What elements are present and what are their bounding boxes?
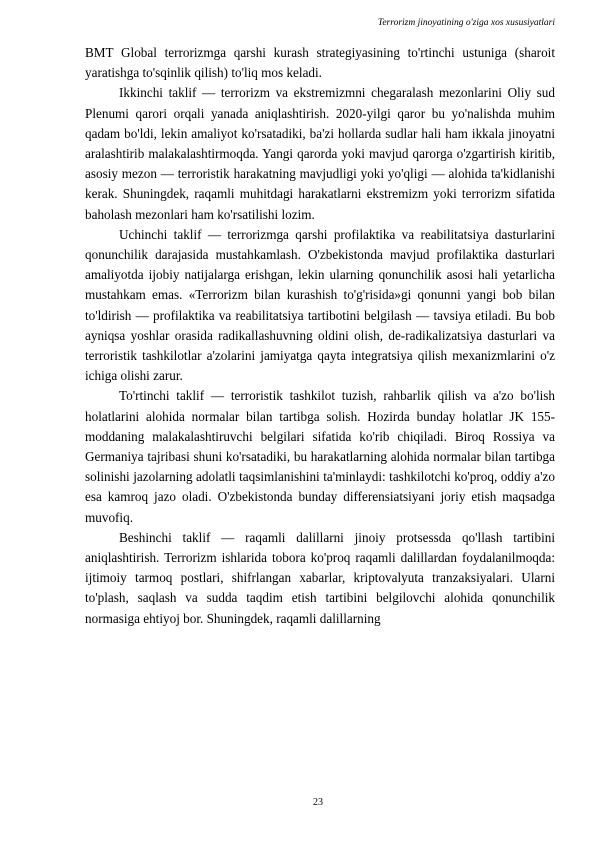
running-header: Terrorizm jinoyatining o'ziga xos xususiyatlari [377,18,555,28]
paragraph-5: Beshinchi taklif — raqamli dalillarni jinoiy protsessda qo'llash tartibini aniqlashtirish. Terrorizm ishlarida tobora ko'proq raqamli dalillardan foydalanilmoqda: ijtimoiy tarmoq postlari, shifrlangan xabarlar, kriptovalyuta tranzaksiyalari. Ularni to'plash, saqlash va sudda taqdim etish tartibini belgilovchi alohida qonunchilik normasiga ehtiyoj bor. Shuningdek, raqamli dalillarning [85,529,555,626]
body-text [85,43,555,629]
paragraph-4: To'rtinchi taklif — terroristik tashkilot tuzish, rahbarlik qilish va a'zo bo'lish holatlarini alohida normalar bilan tartibga solish. Hozirda bunday holatlar JK 155-moddaning malakalashtiruvchi belgilari sifatida ko'rib chiqiladi. Biroq Rossiya va Germaniya tajribasi shuni ko'rsatadiki, bu harakatlarning alohida normalar bilan tartibga solinishi jazolarning adolatli taqsimlanishini ta'minlaydi: tashkilotchi ko'proq, oddiy a'zo esa kamroq jazo oladi. O'zbekistonda bunday differensiatsiyani joriy etish maqsadga muvofiq. [85,388,555,525]
paragraph-1: BMT Global terrorizmga qarshi kurash strategiyasining to'rtinchi ustuniga (sharoit yaratishga to'sqinlik qilish) to'liq mos keladi. [85,45,555,81]
paragraph-2: Ikkinchi taklif — terrorizm va ekstremizmni chegaralash mezonlarini Oliy sud Plenumi qarori orqali yanada aniqlashtirish. 2020-yilgi qaror bu yo'nalishda muhim qadam bo'ldi, lekin amaliyot ko'rsatadiki, ba'zi hollarda sudlar hali ham ikkala jinoyatni aralashtirib malakalashtirmoqda. Yangi qarorda yoki mavjud qarorga o'zgartirish kiritib, asosiy mezon — terroristik harakatning mavjudligi yoki yo'qligi — alohida ta'kidlanishi kerak. Shuningdek, raqamli muhitdagi harakatlarni ekstremizm yoki terrorizm sifatida baholash mezonlari ham ko'rsatilishi lozim. [85,85,555,222]
page-number: 23 [313,797,323,808]
paragraph-3: Uchinchi taklif — terrorizmga qarshi profilaktika va reabilitatsiya dasturlarini qonunchilik darajasida mustahkamlash. O'zbekistonda mavjud profilaktika dasturlari amaliyotda ijobiy natijalarga erishgan, lekin ularning qonunchilik asosi hali yetarlicha mustahkam emas. «Terrorizm bilan kurashish to'g'risida»gi qonunni yangi bob bilan to'ldirish — profilaktika va reabilitatsiya tartibotini belgilash — tavsiya etiladi. Bu bob ayniqsa yoshlar orasida radikallashuvning oldini olish, de-radikalizatsiya dasturlari va terroristik tashkilotlar a'zolarini jamiyatga qayta integratsiya qilish mexanizmlarini o'z ichiga olishi zarur. [85,226,555,384]
